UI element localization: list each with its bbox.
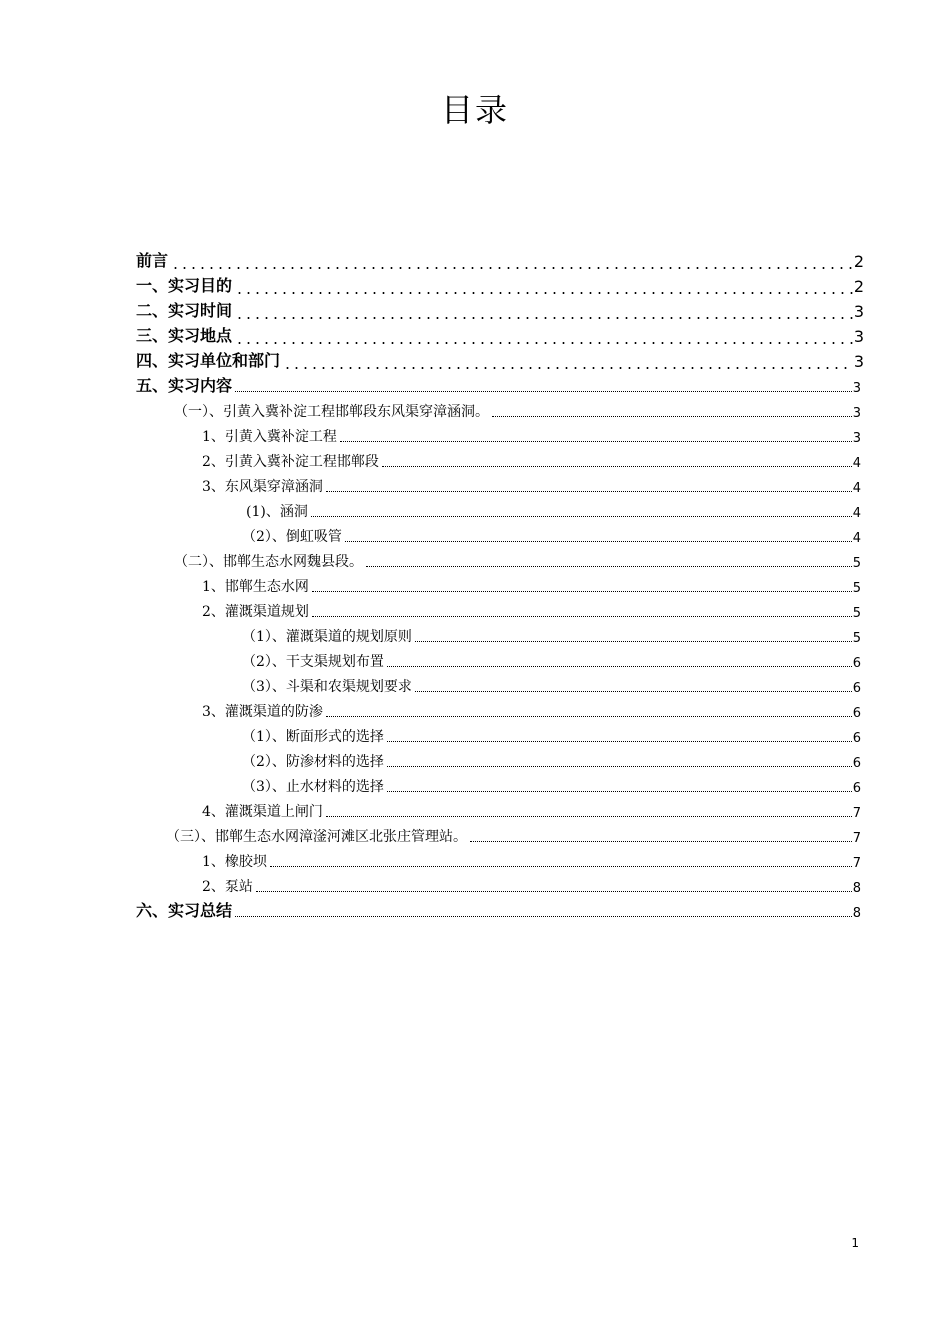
toc-entry-page: 2: [853, 277, 864, 296]
toc-leader-dots: [312, 591, 852, 592]
toc-entry[interactable]: [136, 298, 864, 323]
toc-entry-page: 3: [852, 431, 861, 446]
page-number: 1: [851, 1236, 859, 1250]
toc-entry-label: 一、实习目的: [136, 276, 233, 295]
toc-entry[interactable]: [136, 323, 864, 348]
toc-entry-label: 1、邯郸生态水网: [202, 579, 309, 595]
toc-entry[interactable]: [166, 823, 861, 848]
toc-leader-dots: [470, 841, 852, 842]
toc-entry[interactable]: [136, 348, 864, 373]
toc-entry-page: 7: [852, 856, 861, 871]
toc-entry[interactable]: [202, 798, 861, 823]
toc-entry-label: 3、东风渠穿漳涵洞: [202, 479, 323, 495]
toc-entry-page: 5: [852, 631, 861, 646]
toc-entry[interactable]: [202, 848, 861, 873]
toc-entry-label: （2）、倒虹吸管: [242, 529, 342, 545]
toc-entry-page: 5: [852, 581, 861, 596]
toc-entry-page: 7: [852, 831, 861, 846]
toc-entry-label: 2、泵站: [202, 879, 253, 895]
toc-entry-label: 4、灌溉渠道上闸门: [202, 804, 323, 820]
toc-entry-page: 4: [852, 481, 861, 496]
toc-entry-label: （3）、止水材料的选择: [242, 779, 384, 795]
toc-entry[interactable]: [242, 648, 861, 673]
toc-leader-dots: [415, 641, 852, 642]
toc-entry[interactable]: [136, 248, 864, 273]
toc-entry-label: 前言: [136, 251, 169, 270]
toc-entry-page: 3: [853, 302, 864, 321]
toc-entry-page: 8: [852, 906, 861, 921]
toc-leader-dots: [387, 791, 852, 792]
toc-entry-label: 四、实习单位和部门: [136, 351, 281, 370]
toc-entry-page: 3: [852, 406, 861, 421]
toc-entry-page: 6: [852, 781, 861, 796]
toc-leader-dots: [366, 566, 852, 567]
toc-entry-label: 五、实习内容: [136, 376, 233, 395]
toc-entry-label: （1）、断面形式的选择: [242, 729, 384, 745]
toc-entry-page: 3: [852, 381, 861, 396]
toc-leader-dots: [326, 816, 852, 817]
toc-entry-label: （2）、防渗材料的选择: [242, 754, 384, 770]
toc-entry[interactable]: [202, 698, 861, 723]
toc-entry-page: 4: [852, 531, 861, 546]
toc-leader-dots: [311, 516, 852, 517]
toc-entry[interactable]: [202, 873, 861, 898]
toc-entry-label: (1)、涵洞: [246, 504, 308, 520]
toc-entry[interactable]: [242, 773, 861, 798]
toc-entry-page: 8: [852, 881, 861, 896]
toc-entry[interactable]: [174, 548, 861, 573]
toc-entry-label: 2、灌溉渠道规划: [202, 604, 309, 620]
toc-entry-page: 5: [852, 556, 861, 571]
toc-entry[interactable]: [202, 598, 861, 623]
toc-leader-dots: [382, 466, 852, 467]
toc-entry[interactable]: [242, 623, 861, 648]
toc-entry-label: 三、实习地点: [136, 326, 233, 345]
toc-entry-page: 5: [852, 606, 861, 621]
toc-entry-page: 6: [852, 706, 861, 721]
toc-entry[interactable]: [242, 723, 861, 748]
toc-entry[interactable]: [136, 373, 861, 398]
toc-entry-label: 2、引黄入冀补淀工程邯郸段: [202, 454, 379, 470]
toc-leader-dots: [492, 416, 852, 417]
toc-entry[interactable]: [242, 748, 861, 773]
toc-entry-page: 6: [852, 656, 861, 671]
toc-leader-dots: [387, 666, 852, 667]
toc-leader-dots: [387, 741, 852, 742]
toc-leader-dots: [387, 766, 852, 767]
toc-leader-dots: [235, 916, 852, 917]
toc-entry-label: （二）、邯郸生态水网魏县段。: [174, 554, 363, 570]
toc-leader-dots: [326, 491, 852, 492]
toc-entry-label: 六、实习总结: [136, 901, 233, 920]
toc-leader-dots: [256, 891, 852, 892]
toc-entry-label: （2）、干支渠规划布置: [242, 654, 384, 670]
toc-entry[interactable]: [136, 273, 864, 298]
toc-entry-page: 3: [853, 327, 864, 346]
toc-entry[interactable]: [202, 473, 861, 498]
toc-entry[interactable]: [202, 423, 861, 448]
toc-entry[interactable]: [136, 898, 861, 923]
toc-entry[interactable]: [174, 398, 861, 423]
page-title: 目录: [440, 91, 509, 129]
toc-entry[interactable]: [242, 673, 861, 698]
toc-entry-page: 4: [852, 456, 861, 471]
toc-leader-dots: [235, 391, 852, 392]
toc-entry[interactable]: [246, 498, 861, 523]
toc-leader-dots: [415, 691, 852, 692]
toc-entry-page: 6: [852, 681, 861, 696]
toc-entry-page: 7: [852, 806, 861, 821]
toc-leader-dots: [340, 441, 852, 442]
toc-entry[interactable]: [202, 573, 861, 598]
toc-entry-label: 1、橡胶坝: [202, 854, 267, 870]
toc-entry[interactable]: [242, 523, 861, 548]
toc-leader-dots: [270, 866, 852, 867]
toc-entry-label: 二、实习时间: [136, 301, 233, 320]
toc-leader-dots: [345, 541, 852, 542]
toc-leader-dots: [326, 716, 852, 717]
toc-entry-label: 3、灌溉渠道的防渗: [202, 704, 323, 720]
toc-entry-page: 2: [853, 252, 864, 271]
toc-entry-label: （三）、邯郸生态水网漳滏河滩区北张庄管理站。: [166, 829, 467, 845]
toc-entry[interactable]: [202, 448, 861, 473]
toc-entry-page: 3: [853, 352, 864, 371]
toc-entry-label: （1）、灌溉渠道的规划原则: [242, 629, 412, 645]
toc-entry-label: 1、引黄入冀补淀工程: [202, 429, 337, 445]
toc-entry-page: 4: [852, 506, 861, 521]
toc-entry-label: （一）、引黄入冀补淀工程邯郸段东风渠穿漳涵洞。: [174, 404, 489, 420]
toc-leader-dots: [312, 616, 852, 617]
toc-entry-page: 6: [852, 756, 861, 771]
toc-entry-label: （3）、斗渠和农渠规划要求: [242, 679, 412, 695]
toc-entry-page: 6: [852, 731, 861, 746]
